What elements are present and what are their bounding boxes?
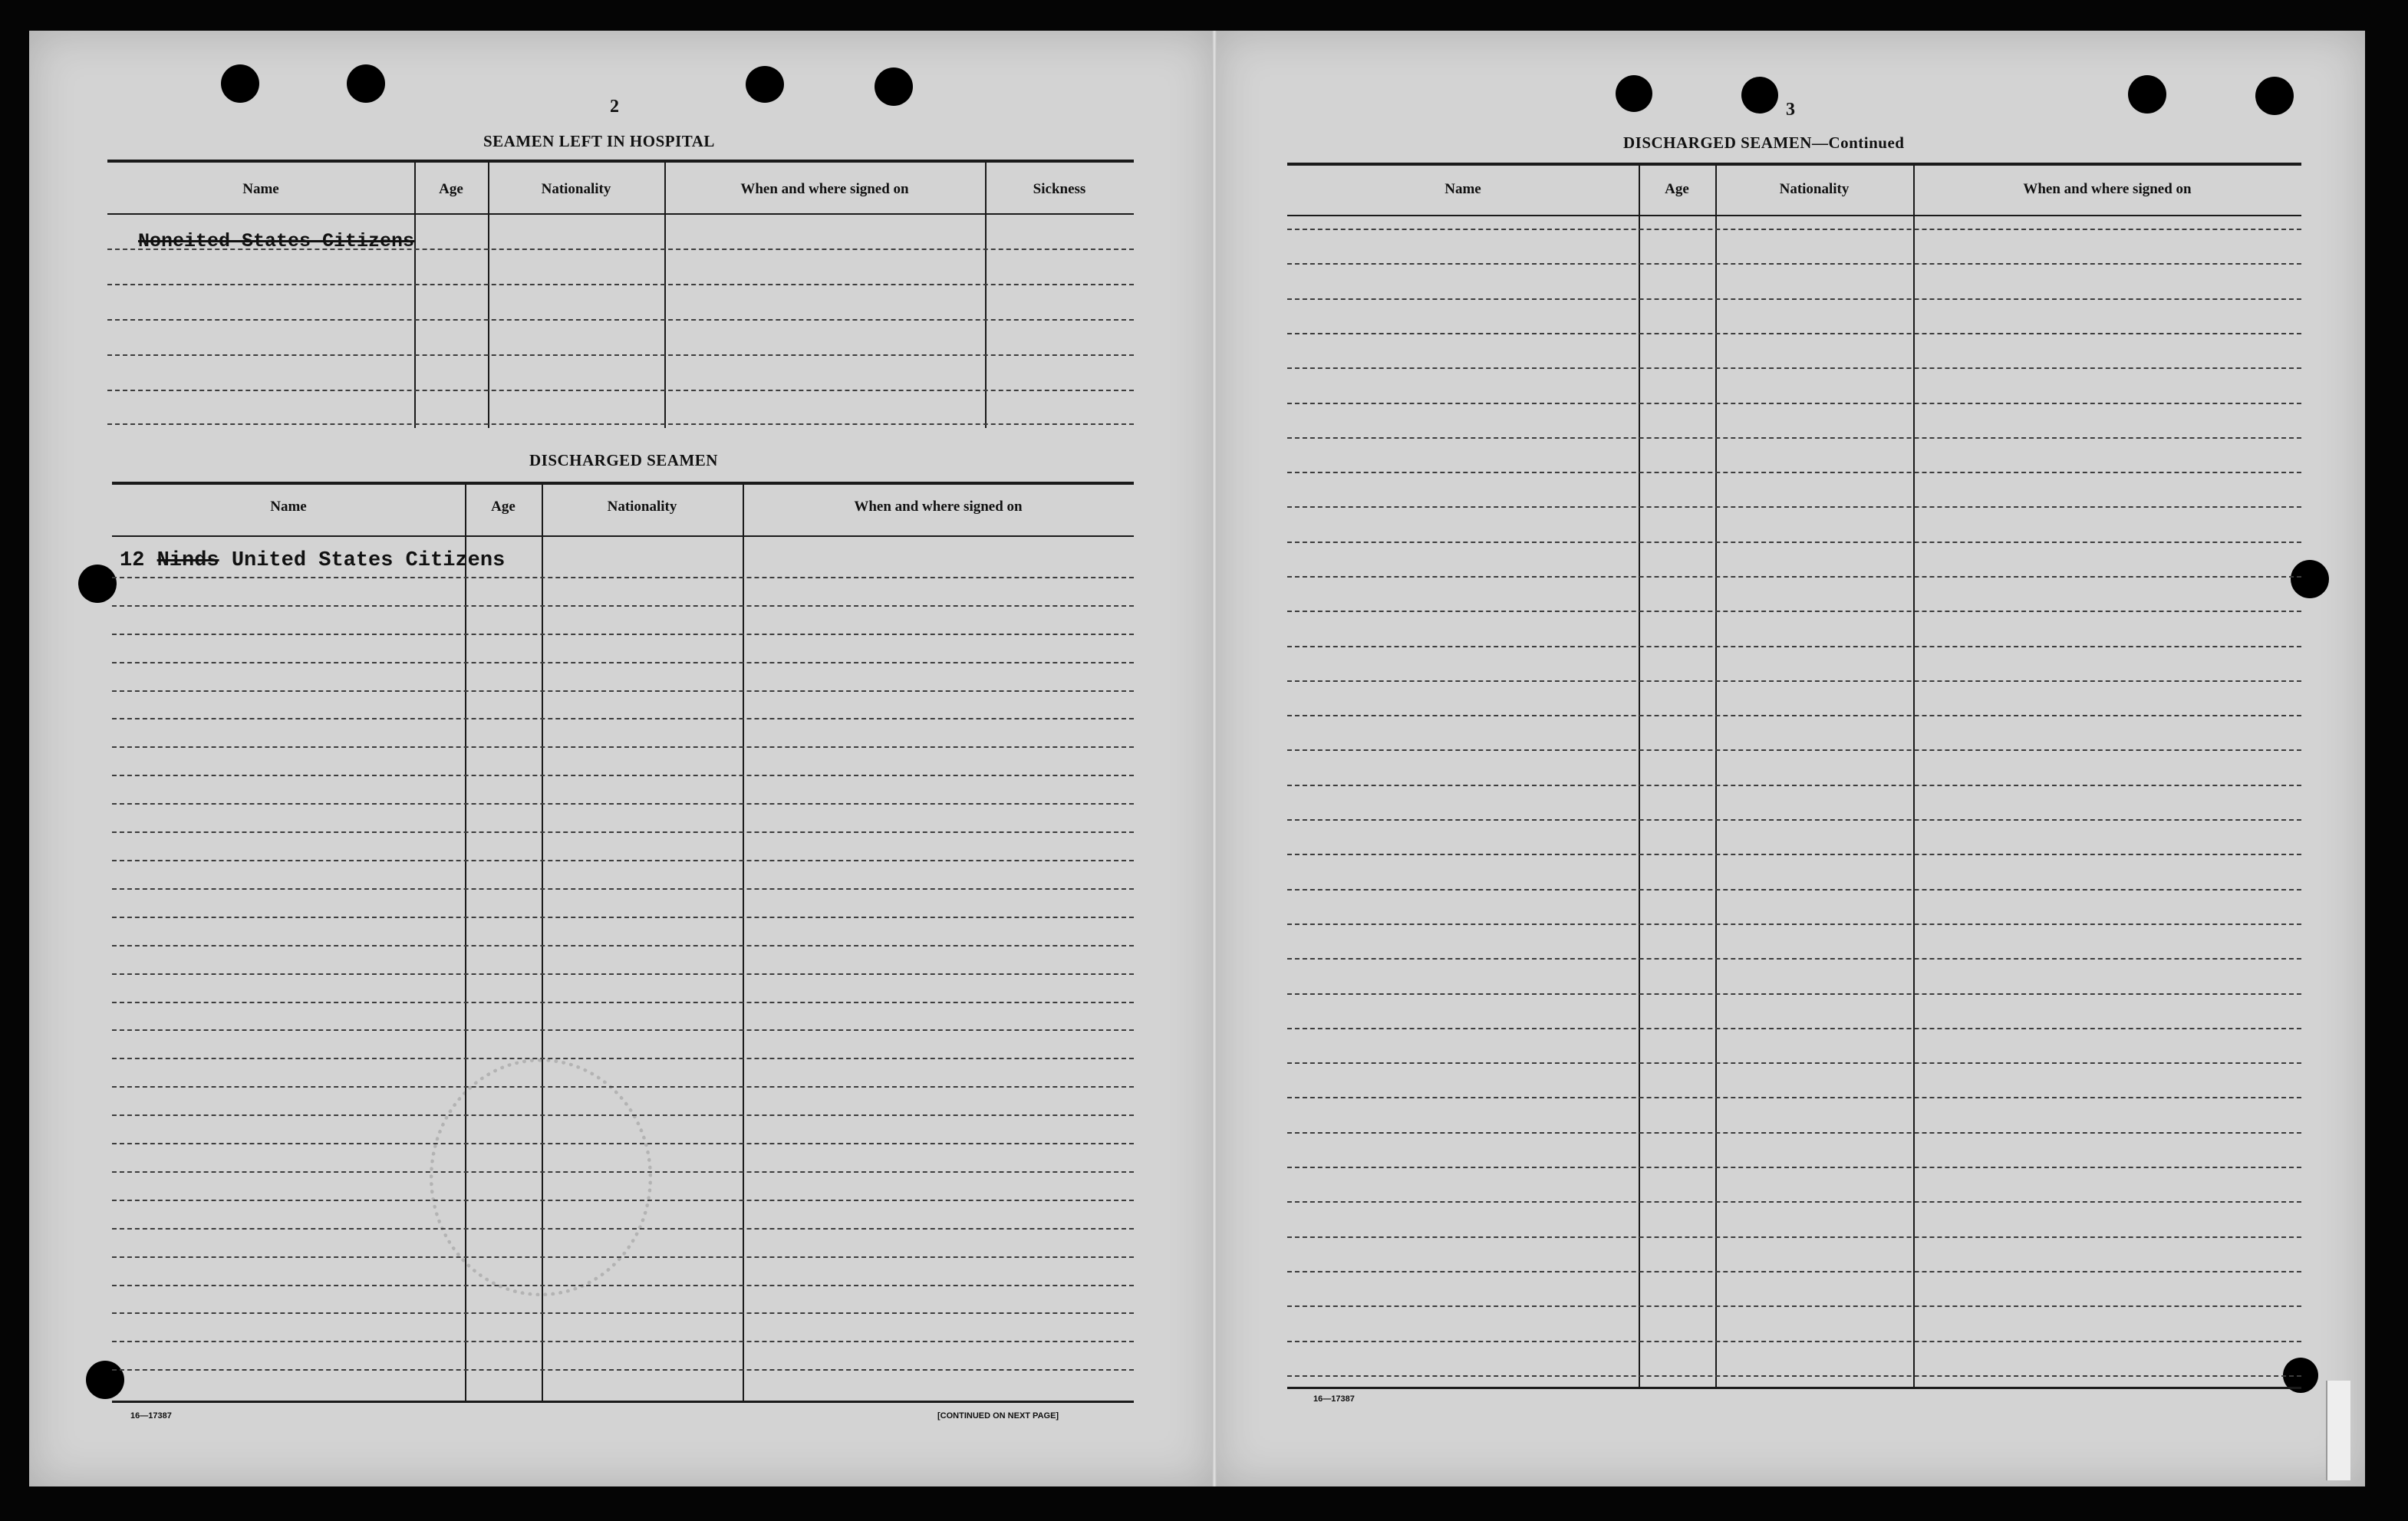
- row-line: [112, 1341, 1134, 1342]
- row-line: [1287, 715, 2301, 716]
- row-line: [1287, 403, 2301, 404]
- hospital-table-top-rule: [107, 160, 1134, 163]
- row-line: [1287, 298, 2301, 300]
- row-line: [1287, 993, 2301, 995]
- hospital-row-line: [107, 354, 1134, 356]
- punch-hole: [221, 64, 259, 103]
- right-col-age: Age: [1665, 181, 1689, 197]
- row-line: [1287, 646, 2301, 647]
- row-line: [1287, 472, 2301, 473]
- row-line: [112, 1029, 1134, 1031]
- discharged-section-title: DISCHARGED SEAMEN: [529, 451, 718, 469]
- discharged-column-divider: [465, 485, 466, 1401]
- hospital-section-title: SEAMEN LEFT IN HOSPITAL: [483, 132, 715, 150]
- row-line: [112, 1086, 1134, 1088]
- row-line: [1287, 263, 2301, 265]
- punch-hole: [2128, 75, 2166, 114]
- discharged-col-age: Age: [491, 499, 516, 515]
- row-line: [112, 634, 1134, 635]
- row-line: [1287, 229, 2301, 230]
- hospital-column-divider: [985, 163, 987, 428]
- punch-hole: [1741, 77, 1778, 114]
- bleed-through-paragraph: [1304, 920, 2301, 1319]
- row-line: [112, 605, 1134, 607]
- right-col-name: Name: [1444, 181, 1481, 197]
- row-line: [112, 803, 1134, 805]
- row-line: [1287, 1028, 2301, 1029]
- row-line: [112, 1143, 1134, 1144]
- row-line: [112, 1312, 1134, 1314]
- row-line: [112, 1200, 1134, 1201]
- hospital-col-sickness: Sickness: [1033, 181, 1086, 197]
- row-line: [112, 917, 1134, 918]
- row-line: [112, 831, 1134, 833]
- row-line: [112, 1002, 1134, 1003]
- discharged-entry-count: 12: [120, 549, 145, 572]
- row-line: [112, 973, 1134, 975]
- row-line: [1287, 1062, 2301, 1064]
- row-line: [1287, 1375, 2301, 1377]
- right-table-top-rule: [1287, 163, 2301, 166]
- punch-hole: [2291, 560, 2329, 598]
- page-number: 3: [1786, 100, 1795, 120]
- row-line: [1287, 854, 2301, 855]
- hospital-row-line: [107, 249, 1134, 250]
- right-column-divider: [1715, 166, 1717, 1387]
- hospital-row-line: [107, 319, 1134, 321]
- right-column-divider: [1639, 166, 1640, 1387]
- row-line: [1287, 506, 2301, 508]
- hospital-entry: Noneited States Citizens: [138, 230, 415, 252]
- faint-stamp: [430, 1058, 652, 1296]
- punch-hole: [347, 64, 385, 103]
- discharged-col-signed-on: When and where signed on: [854, 499, 1023, 515]
- punch-hole: [746, 66, 784, 103]
- discharged-col-name: Name: [270, 499, 307, 515]
- discharged-table-top-rule: [112, 482, 1134, 485]
- punch-hole: [86, 1361, 124, 1399]
- hospital-col-nationality: Nationality: [541, 181, 611, 197]
- hospital-row-line: [107, 390, 1134, 391]
- hospital-column-divider: [664, 163, 666, 428]
- row-line: [1287, 1097, 2301, 1098]
- hospital-header-rule: [107, 213, 1134, 215]
- page-number: 2: [610, 97, 619, 117]
- row-line: [1287, 923, 2301, 925]
- row-line: [1287, 576, 2301, 578]
- row-line: [112, 1285, 1134, 1286]
- discharged-table-bottom-rule: [112, 1401, 1134, 1403]
- row-line: [1287, 889, 2301, 891]
- discharged-column-divider: [743, 485, 744, 1401]
- row-line: [1287, 958, 2301, 960]
- discharged-entry-struck: Ninds: [156, 549, 219, 572]
- row-line: [112, 1171, 1134, 1173]
- row-line: [112, 775, 1134, 776]
- discharged-header-rule: [112, 535, 1134, 537]
- hospital-col-age: Age: [439, 181, 463, 197]
- section-title: DISCHARGED SEAMEN—Continued: [1623, 133, 1905, 152]
- row-line: [1287, 1167, 2301, 1168]
- row-line: [112, 690, 1134, 692]
- row-line: [1287, 1341, 2301, 1342]
- form-number: 16—17387: [130, 1411, 172, 1421]
- row-line: [112, 1058, 1134, 1059]
- form-number: 16—17387: [1313, 1394, 1355, 1404]
- discharged-col-nationality: Nationality: [607, 499, 677, 515]
- discharged-entry: [120, 549, 505, 572]
- right-table-bottom-rule: [1287, 1387, 2301, 1389]
- hospital-column-divider: [414, 163, 416, 428]
- row-line: [112, 1114, 1134, 1116]
- row-line: [1287, 367, 2301, 369]
- row-line: [1287, 749, 2301, 751]
- row-line: [112, 888, 1134, 890]
- row-line: [112, 746, 1134, 748]
- row-line: [1287, 1201, 2301, 1203]
- row-line: [1287, 611, 2301, 612]
- row-line: [112, 860, 1134, 861]
- punch-hole: [78, 565, 117, 603]
- right-column-divider: [1913, 166, 1915, 1387]
- row-line: [112, 945, 1134, 947]
- row-line: [112, 718, 1134, 719]
- row-line: [1287, 1132, 2301, 1134]
- right-col-nationality: Nationality: [1779, 181, 1850, 197]
- row-line: [1287, 437, 2301, 439]
- row-line: [1287, 819, 2301, 821]
- row-line: [1287, 785, 2301, 786]
- row-line: [1287, 1236, 2301, 1238]
- page-fold: [1212, 31, 1217, 1486]
- row-line: [1287, 680, 2301, 682]
- row-line: [112, 1256, 1134, 1258]
- row-line: [112, 1228, 1134, 1230]
- punch-hole: [2255, 77, 2294, 115]
- hospital-col-name: Name: [242, 181, 279, 197]
- continued-note: [CONTINUED ON NEXT PAGE]: [937, 1411, 1059, 1421]
- row-line: [1287, 333, 2301, 334]
- row-line: [112, 1369, 1134, 1371]
- discharged-column-divider: [542, 485, 543, 1401]
- punch-hole: [1616, 75, 1652, 112]
- right-col-signed-on: When and where signed on: [2023, 181, 2192, 197]
- row-line: [1287, 1305, 2301, 1307]
- hospital-row-line: [107, 423, 1134, 425]
- right-header-rule: [1287, 215, 2301, 216]
- paper-tab: [2326, 1381, 2350, 1480]
- row-line: [1287, 542, 2301, 543]
- hospital-row-line: [107, 284, 1134, 285]
- discharged-entry-text: United States Citizens: [231, 549, 506, 572]
- row-line: [1287, 1271, 2301, 1272]
- row-line: [112, 662, 1134, 663]
- row-line: [112, 577, 1134, 578]
- hospital-col-signed-on: When and where signed on: [740, 181, 909, 197]
- hospital-column-divider: [488, 163, 489, 428]
- punch-hole: [875, 67, 913, 106]
